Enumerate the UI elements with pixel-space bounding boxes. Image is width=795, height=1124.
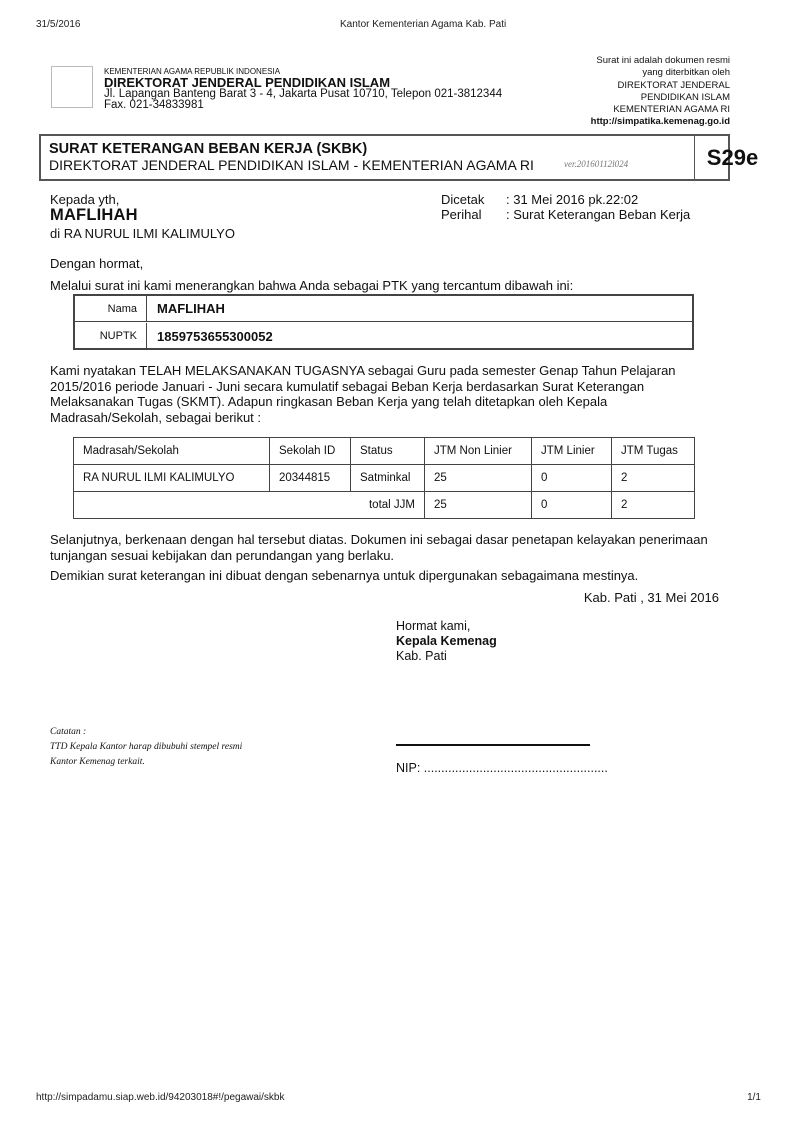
ministry-name: KEMENTERIAN AGAMA REPUBLIK INDONESIA	[104, 67, 281, 76]
simpatika-url: http://simpatika.kemenag.go.id	[590, 116, 730, 128]
nuptk-value: 1859753655300052	[157, 328, 273, 344]
printed-label: Dicetak	[441, 192, 485, 207]
cell-school: RA NURUL ILMI KALIMULYO	[74, 465, 270, 492]
doc-code: S29e	[694, 136, 770, 179]
workload-table	[73, 437, 695, 519]
print-url[interactable]: http://simpadamu.siap.web.id/94203018#!/pegawai/skbk	[36, 1092, 285, 1103]
total-row	[74, 492, 695, 519]
total-jtm-non-linier: 25	[425, 492, 532, 519]
nuptk-label: NUPTK	[75, 323, 147, 349]
signer-position: Kepala Kemenag	[396, 634, 497, 648]
doc-subtitle: DIREKTORAT JENDERAL PENDIDIKAN ISLAM - KEMENTERIAN AGAMA RI	[49, 157, 534, 173]
recipient-name: MAFLIHAH	[50, 206, 138, 224]
signer-office: Kab. Pati	[396, 649, 447, 663]
total-label: total JJM	[74, 492, 425, 519]
header-jtm-tugas: JTM Tugas	[612, 438, 695, 465]
cell-jtm-linier: 0	[532, 465, 612, 492]
directorate-name: DIREKTORAT JENDERAL PENDIDIKAN ISLAM	[104, 75, 391, 90]
name-value: MAFLIHAH	[157, 301, 225, 316]
header-status: Status	[351, 438, 425, 465]
header-jtm-linier: JTM Linier	[532, 438, 612, 465]
closing-paragraph: Selanjutnya, berkenaan dengan hal tersebut diatas. Dokumen ini sebagai dasar penetapan kelayakan penerimaan tunjangan sesuai kebijakan dan perundangan yang berlaku.	[50, 532, 708, 563]
notes-line-2: Kantor Kemenag terkait.	[50, 757, 145, 767]
name-label: Nama	[75, 296, 147, 321]
header-school-id: Sekolah ID	[270, 438, 351, 465]
fax: Fax. 021-34833981	[104, 99, 204, 111]
identity-row-name	[75, 296, 692, 322]
nip-field: NIP: .....................................................	[396, 761, 608, 775]
greeting: Kepada yth,	[50, 192, 120, 207]
salutation: Dengan hormat,	[50, 256, 144, 271]
print-date: 31/5/2016	[36, 19, 81, 30]
place-date: Kab. Pati , 31 Mei 2016	[583, 590, 719, 605]
skbk-title-box	[39, 134, 759, 181]
doc-title: SURAT KETERANGAN BEBAN KERJA (SKBK)	[49, 141, 368, 157]
statement-paragraph: Kami nyatakan TELAH MELAKSANAKAN TUGASNYA sebagai Guru pada semester Genap Tahun Pelajaran 2015/2016 periode Januari - Juni secara kumulatif sebagai Beban Kerja berdasarkan Surat Keterangan Melaksanakan Tugas (SKMT). Adapun ringkasan Beban Kerja yang telah ditetapkan oleh Kepala Madrasah/Sekolah, sebagai berikut :	[50, 363, 676, 425]
cell-school-id: 20344815	[270, 465, 351, 492]
subject-value: : Surat Keterangan Beban Kerja	[506, 207, 691, 222]
identity-row-nuptk	[75, 323, 692, 349]
print-page-number: 1/1	[747, 1092, 761, 1103]
address: Jl. Lapangan Banteng Barat 3 - 4, Jakarta Pusat 10710, Telepon 021-3812344	[104, 88, 503, 100]
notes-line-1: TTD Kepala Kantor harap dibubuhi stempel resmi	[50, 742, 243, 752]
recipient-location: di RA NURUL ILMI KALIMULYO	[50, 226, 235, 241]
subject-label: Perihal	[441, 207, 482, 222]
ministry-logo	[51, 66, 93, 108]
official-doc-note: Surat ini adalah dokumen resmi yang diterbitkan oleh DIREKTORAT JENDERAL PENDIDIKAN ISLAM KEMENTERIAN AGAMA RI http://simpatika.kemenag.go.id	[590, 55, 730, 128]
header-jtm-non-linier: JTM Non Linier	[425, 438, 532, 465]
table-header-row	[74, 438, 695, 465]
identity-table	[73, 294, 694, 350]
closing-statement: Demikian surat keterangan ini dibuat dengan sebenarnya untuk dipergunakan sebagaimana mestinya.	[50, 568, 639, 583]
total-jtm-tugas: 2	[612, 492, 695, 519]
table-row	[74, 465, 695, 492]
notes-label: Catatan :	[50, 727, 87, 737]
intro-text: Melalui surat ini kami menerangkan bahwa Anda sebagai PTK yang tercantum dibawah ini:	[50, 278, 574, 293]
header-school: Madrasah/Sekolah	[74, 438, 270, 465]
cell-jtm-non-linier: 25	[425, 465, 532, 492]
signature-line	[396, 744, 590, 746]
cell-jtm-tugas: 2	[612, 465, 695, 492]
cell-status: Satminkal	[351, 465, 425, 492]
doc-version: ver.20160112l024	[564, 159, 629, 169]
total-jtm-linier: 0	[532, 492, 612, 519]
print-title: Kantor Kementerian Agama Kab. Pati	[340, 19, 507, 30]
printed-value: : 31 Mei 2016 pk.22:02	[506, 192, 639, 207]
regards: Hormat kami,	[396, 619, 471, 633]
